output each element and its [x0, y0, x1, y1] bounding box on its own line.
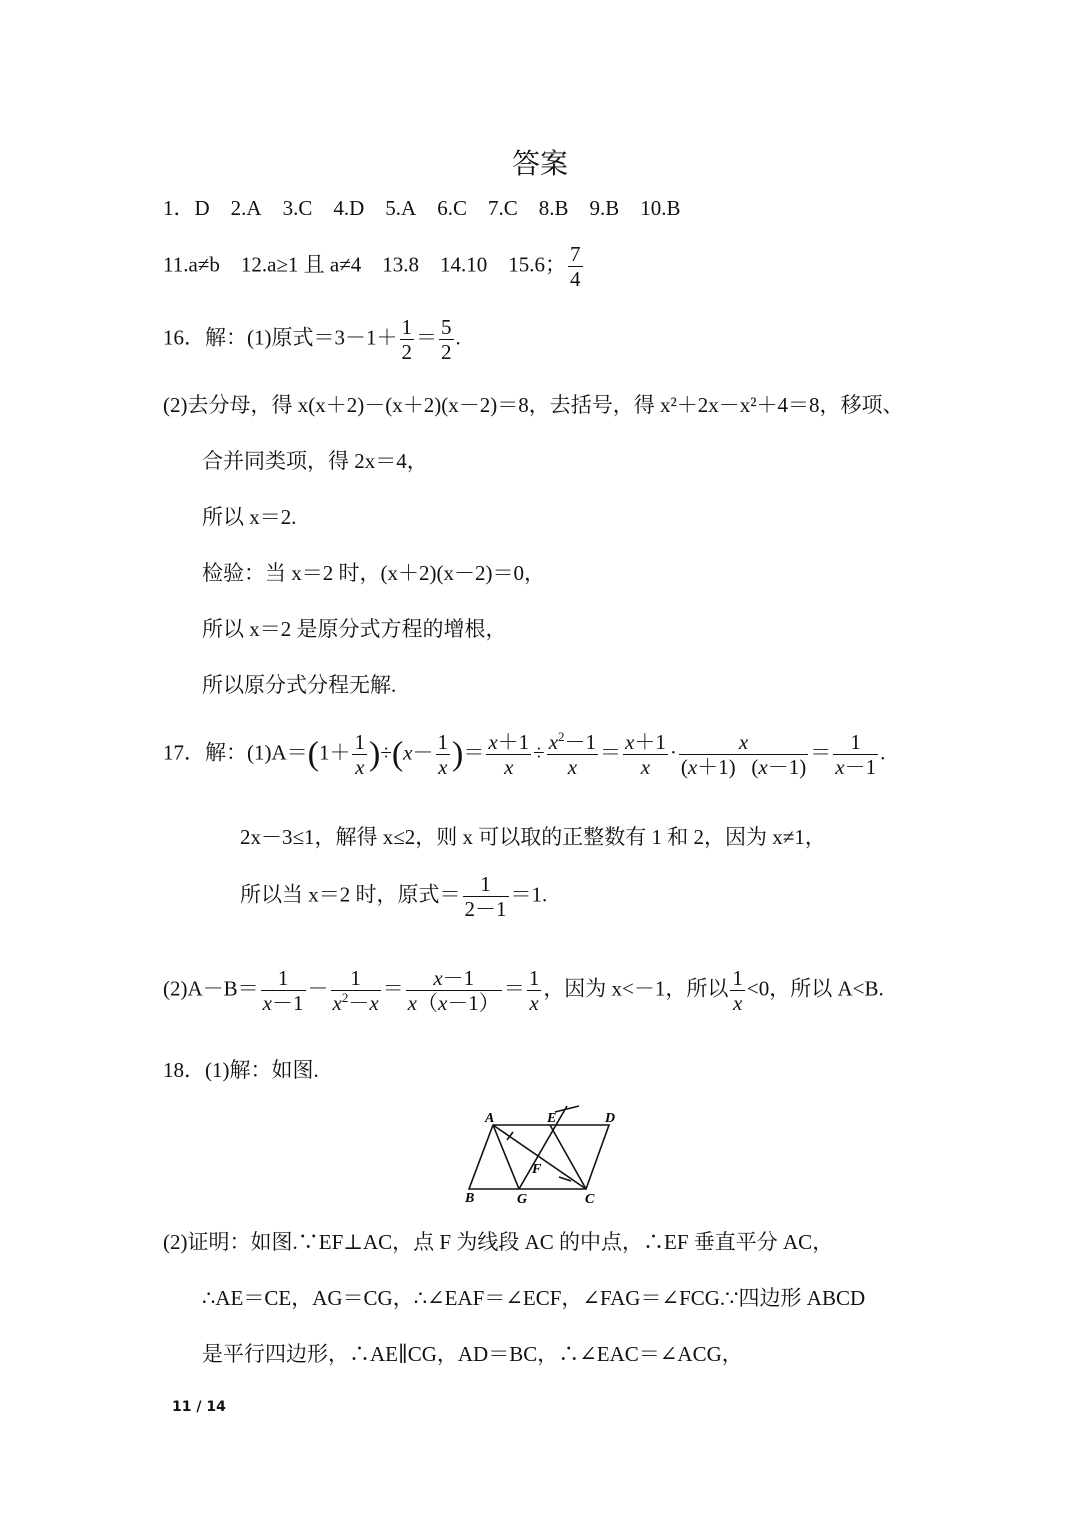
page-number: 11 / 14 — [172, 1399, 226, 1415]
fraction: $\frac{1}{2}$ — [401, 315, 412, 364]
figure-label: D — [605, 1111, 616, 1126]
mc-answer: 3.C — [282, 196, 313, 220]
figure-label: C — [585, 1192, 595, 1207]
mc-answer: 1．D — [163, 196, 210, 220]
answer-11: 11.a≠b — [163, 252, 220, 277]
q16-part1: 16．解：(1)原式＝3－1＋ $\frac{1}{2}$ ＝ $\frac{5}{2}$ . — [163, 315, 461, 364]
q18-proof-line: ∴AE＝CE，AG＝CG，∴∠EAF＝∠ECF，∠FAG＝∠FCG.∵四边形 ABCD — [202, 1286, 866, 1310]
parallelogram-figure — [455, 1102, 635, 1210]
fill-answers-row — [163, 242, 585, 291]
mc-answer: 6.C — [437, 196, 467, 220]
q16-line: 所以原分式分程无解. — [202, 673, 397, 697]
mc-answers-row — [163, 193, 681, 223]
mc-answer: 2.A — [230, 196, 262, 220]
figure-label: G — [517, 1192, 528, 1207]
mc-answer: 5.A — [385, 196, 417, 220]
fraction: $\frac{1}{2-1}$ — [464, 872, 507, 921]
q17-line3: 所以当 x＝2 时，原式＝ $\frac{1}{2-1}$ ＝1. — [240, 872, 548, 921]
answer-14: 14.10 — [440, 252, 488, 277]
q16-line: 所以 x＝2 是原分式方程的增根， — [202, 617, 507, 641]
mc-answer: 4.D — [333, 196, 365, 220]
q18-head: 18．(1)解：如图. — [163, 1058, 319, 1082]
figure-label: F — [532, 1162, 542, 1177]
q17-formula: 17．解：(1)A＝(1＋ $\frac{1}{x}$ )÷(x－ $\frac{1}{x}$ )＝ $\frac{x+1}{x}$ ÷ $\frac{x^2-1}{x}$ ＝ $\frac{x+1}{x}$ · $\frac{x}{(x+1) (x-1)}$ ＝ $\frac{1}{x-1}$ . — [163, 729, 886, 779]
figure-label: E — [547, 1111, 557, 1126]
figure-label: B — [465, 1191, 475, 1206]
mc-answer: 8.B — [538, 196, 569, 220]
q17-line: 2x－3≤1，解得 x≤2，则 x 可以取的正整数有 1 和 2，因为 x≠1， — [240, 825, 826, 849]
q16-line: (2)去分母，得 x(x＋2)－(x＋2)(x－2)＝8，去括号，得 x²＋2x－x²＋4＝8，移项、 — [163, 393, 904, 417]
q17-head: 17．解：(1)A＝ — [163, 740, 308, 765]
q16-head: 16．解：(1)原式＝3－1＋ — [163, 325, 398, 350]
answer-12: 12.a≥1 且 a≠4 — [240, 252, 362, 277]
fraction: $\frac{5}{2}$ — [441, 315, 452, 364]
q18-proof-line: (2)证明：如图.∵EF⊥AC，点 F 为线段 AC 的中点，∴EF 垂直平分 AC， — [163, 1230, 834, 1254]
mc-answer: 10.B — [640, 196, 681, 220]
q16-line: 检验：当 x＝2 时，(x＋2)(x－2)＝0， — [202, 561, 545, 585]
q17-part2: (2)A－B＝ $\frac{1}{x-1}$ － $\frac{1}{x^2-x}$ ＝ $\frac{x-1}{x(x-1)}$ ＝ $\frac{1}{x}$ ，因为 x<－1，所以 $\frac{1}{x}$ <0，所以 A<B. — [163, 966, 884, 1015]
fraction: $\frac{7}{4}$ — [570, 242, 581, 291]
mc-answer: 7.C — [487, 196, 518, 220]
mc-answer: 9.B — [589, 196, 620, 220]
answer-15: 15.6； — [508, 252, 567, 277]
diagonal-ac — [493, 1125, 586, 1189]
q16-line: 所以 x＝2. — [202, 505, 297, 529]
q18-proof-line: 是平行四边形，∴AE∥CG，AD＝BC，∴∠EAC＝∠ACG， — [202, 1342, 743, 1366]
page-title: 答案 — [511, 147, 568, 180]
figure-label: A — [485, 1111, 495, 1126]
q16-line: 合并同类项，得 2x＝4， — [202, 449, 428, 473]
answer-13: 13.8 — [382, 252, 420, 277]
